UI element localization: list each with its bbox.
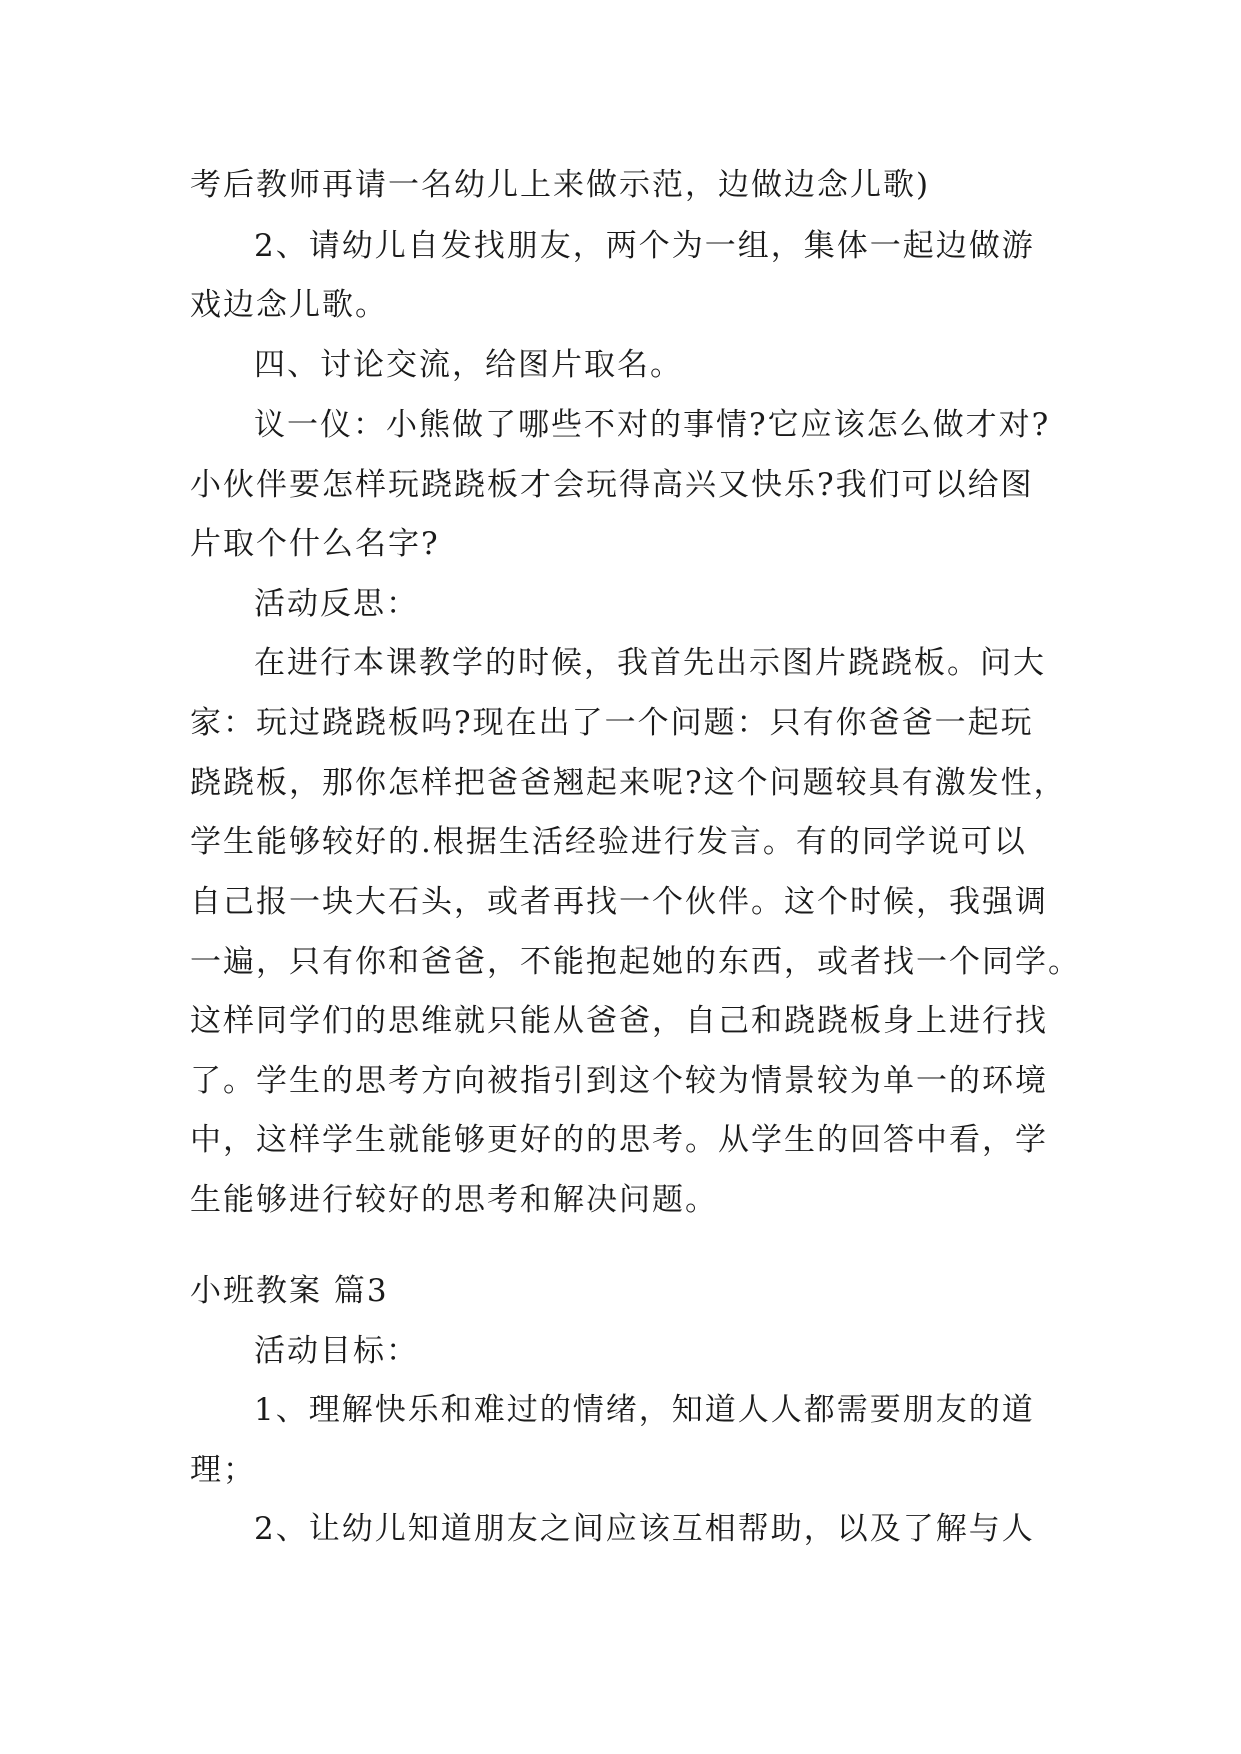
paragraph-line: 小伙伴要怎样玩跷跷板才会玩得高兴又快乐?我们可以给图 [190, 467, 1034, 503]
paragraph-line: 四、讨论交流，给图片取名。 [254, 347, 683, 383]
paragraph-line: 生能够进行较好的思考和解决问题。 [190, 1182, 718, 1218]
paragraph-line: 理； [190, 1452, 256, 1488]
paragraph-line: 学生能够较好的.根据生活经验进行发言。有的同学说可以 [190, 824, 1027, 860]
paragraph-line: 家：玩过跷跷板吗?现在出了一个问题：只有你爸爸一起玩 [190, 705, 1034, 741]
paragraph-line: 片取个什么名字? [190, 526, 440, 562]
paragraph-line: 活动目标： [254, 1333, 419, 1369]
paragraph-line: 中，这样学生就能够更好的的思考。从学生的回答中看，学 [190, 1122, 1048, 1158]
paragraph-line: 在进行本课教学的时候，我首先出示图片跷跷板。问大 [254, 645, 1046, 681]
paragraph-line: 考后教师再请一名幼儿上来做示范，边做边念儿歌) [190, 167, 931, 203]
paragraph-line: 1、理解快乐和难过的情绪，知道人人都需要朋友的道 [254, 1392, 1035, 1428]
paragraph-line: 了。学生的思考方向被指引到这个较为情景较为单一的环境 [190, 1063, 1048, 1099]
paragraph-line: 一遍，只有你和爸爸，不能抱起她的东西，或者找一个同学。 [190, 944, 1081, 980]
section-heading: 小班教案 篇3 [190, 1273, 389, 1309]
paragraph-line: 戏边念儿歌。 [190, 287, 388, 323]
paragraph-line: 自己报一块大石头，或者再找一个伙伴。这个时候，我强调 [190, 884, 1048, 920]
paragraph-line: 2、请幼儿自发找朋友，两个为一组，集体一起边做游 [254, 228, 1035, 264]
paragraph-line: 议一仪：小熊做了哪些不对的事情?它应该怎么做才对? [254, 407, 1051, 443]
paragraph-line: 跷跷板，那你怎样把爸爸翘起来呢?这个问题较具有激发性， [190, 765, 1067, 801]
paragraph-line: 活动反思： [254, 586, 419, 622]
paragraph-line: 2、让幼儿知道朋友之间应该互相帮助，以及了解与人 [254, 1511, 1035, 1547]
paragraph-line: 这样同学们的思维就只能从爸爸，自己和跷跷板身上进行找 [190, 1003, 1048, 1039]
